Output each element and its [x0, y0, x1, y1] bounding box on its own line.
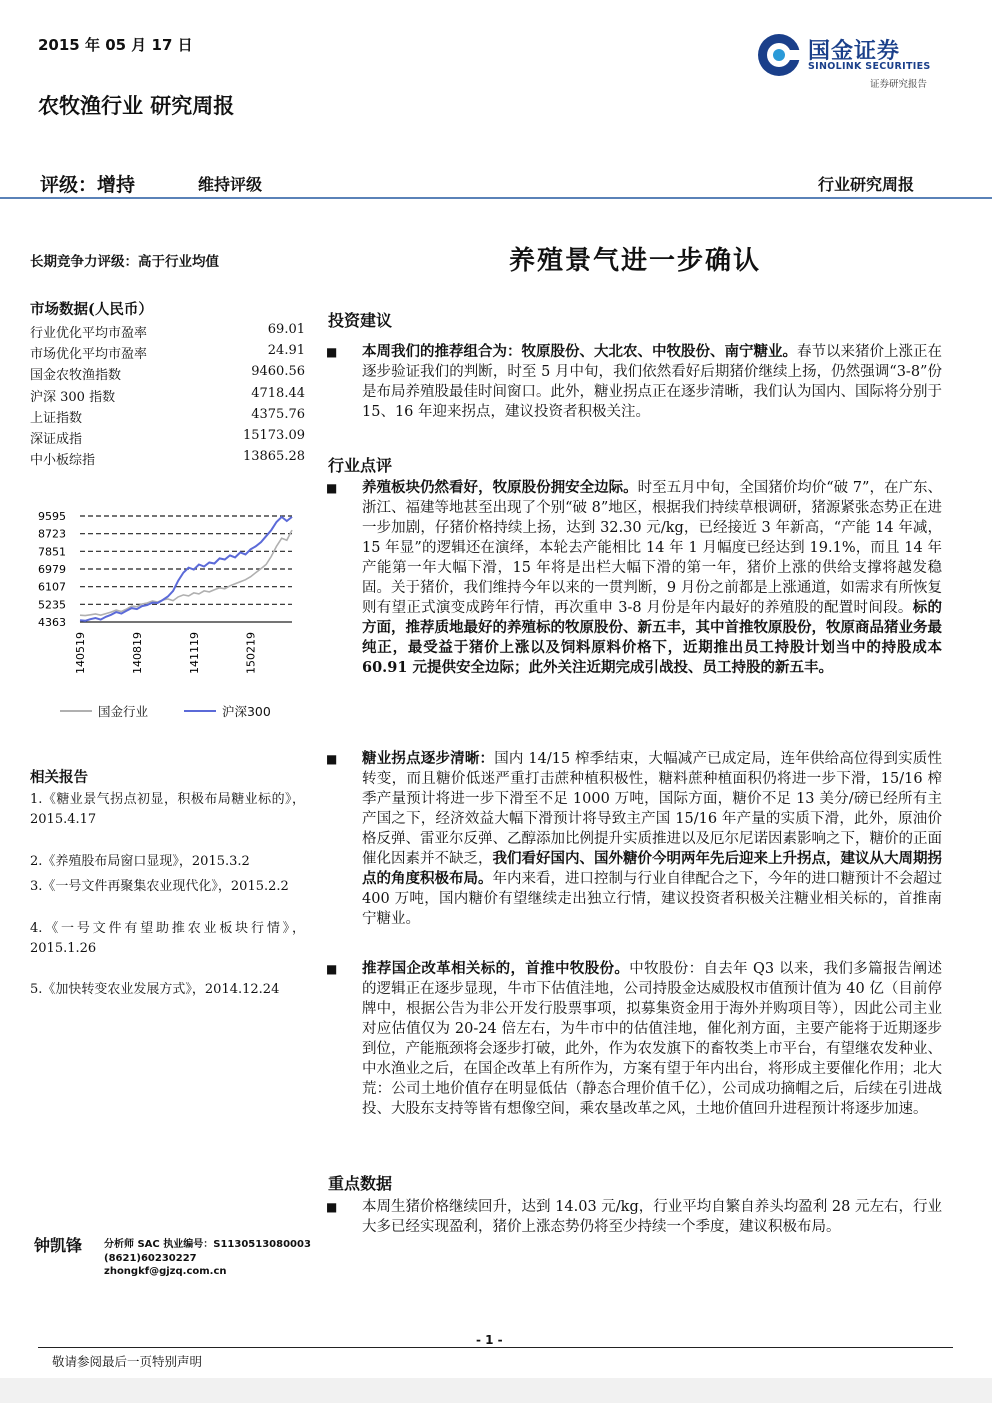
sugar-text: 国内 14/15 榨季结束，大幅减产已成定局，连年供给高位得到实质性转变，而且糖价低迷严重打击蔗种植积极性，糖料蔗种植面积仍将进一步下滑，15/16 榨季产量预计将进一步下滑至不足 1000 万吨，国际方面，糖价不足 13 美分/磅已经所有主产国之下，经济效益大幅下滑预计将导致主产国 15/16 年产量的实质下滑，此外，原油价格反弹、雷亚尔反弹、乙醇添加比例提升实质推进以及厄尔尼诺因素影响之下，糖价的正面催化因素并不缺乏， [362, 751, 942, 867]
sugar-text-2: 年内来看，进口控制与行业自律配合之下，今年的进口糖预计不会超过 400 万吨，国内糖价有望继续走出独立行情，建议投资者积极关注糖业相关标的，首推南宁糖业。 [362, 871, 942, 927]
market-data-row [30, 322, 305, 343]
breeding-paragraph [326, 478, 942, 678]
related-report-5[interactable]: 5.《加快转变农业发展方式》，2014.12.24 [30, 982, 280, 997]
rating-action: 维持评级 [198, 175, 263, 194]
footer-band [0, 1378, 992, 1403]
analyst-cert: 分析师 SAC 执业编号：S1130513080003 [104, 1239, 311, 1250]
footer-divider [38, 1347, 953, 1348]
chart-y-ticks [38, 510, 66, 629]
chart-y-tick-label: 9595 [38, 510, 66, 523]
chart-x-tick-label: 150219 [244, 632, 258, 674]
analyst-name: 钟凯锋 [34, 1236, 83, 1255]
invest-text: 春节以来猪价上涨正在逐步验证我们的判断，时至 5 月中旬，我们依然看好后期猪价继续上扬，仍然强调“3-8”份是布局养殖股最佳时间窗口。此外，糖业拐点正在逐步清晰，我们认为国内、国际将分别于 15、16 年迎来拐点，建议投资者积极关注。 [362, 344, 942, 420]
breeding-text: 时至五月中旬，全国猪价均价“破 7”，在广东、浙江、福建等地甚至出现了个别“破 8”地区，根据我们持续草根调研，猪源紧张态势正在进一步加剧，仔猪价格持续上扬，达到 32.30 元/kg，已经接近 3 年新高，“产能 14 年减，15 年显”的逻辑还在演绎，本轮去产能相比 14 年 1 月幅度已经达到 19.1%，而且 14 年产能第一年大幅下滑，15 年将是出栏大幅下滑的第一年，猪价上涨的供给支撑将越发稳固。关于猪价，我们维持今年以来的一贯判断，9 月份之前都是上涨通道，如需求有所恢复则有望正式演变成跨年行情，再次重申 3-8 月份是年内最好的养殖股的配置时间段。 [362, 480, 942, 616]
logo-text-cn: 国金证券 [808, 39, 901, 64]
soe-bold: 推荐国企改革相关标的，首推中牧股份。 [362, 960, 630, 977]
legend-swatch-hs300 [184, 710, 216, 712]
market-data-value: 4375.76 [251, 406, 305, 422]
industry-title: 农牧渔行业 研究周报 [38, 93, 235, 118]
market-data-row [30, 449, 305, 470]
market-data-row [30, 364, 305, 385]
market-data-row [30, 386, 305, 407]
related-report-2[interactable]: 2.《养殖股布局窗口显现》，2015.3.2 [30, 854, 250, 869]
market-data-label: 中小板综指 [30, 453, 96, 469]
market-data-label: 国金农牧渔指数 [30, 368, 122, 384]
index-line-chart [30, 492, 305, 682]
bullet-square-icon: ■ [326, 1200, 338, 1214]
analyst-email[interactable]: zhongkf@gjzq.com.cn [104, 1266, 227, 1277]
sinolink-logo-icon [756, 32, 802, 78]
market-data-value: 15173.09 [242, 428, 305, 443]
invest-advice-paragraph [326, 342, 942, 422]
market-data-label: 行业优化平均市盈率 [30, 326, 148, 341]
header-divider [0, 197, 992, 199]
document-type: 行业研究周报 [818, 175, 915, 194]
market-data-row [30, 343, 305, 364]
market-data-row [30, 407, 305, 428]
legend-label-hs300: 沪深300 [221, 704, 271, 719]
market-data-value: 24.91 [267, 343, 305, 359]
market-data-value: 4718.44 [251, 385, 305, 401]
market-data-heading: 市场数据(人民币） [30, 301, 153, 318]
market-data-label: 市场优化平均市盈率 [30, 347, 148, 363]
soe-reform-paragraph [326, 959, 942, 1119]
chart-legend [60, 702, 271, 720]
market-data-value: 9460.56 [251, 364, 305, 380]
chart-y-tick-label: 6107 [38, 580, 66, 594]
sugar-bold: 糖业拐点逐步清晰： [362, 750, 495, 767]
market-data-value: 13865.28 [242, 449, 305, 465]
chart-y-tick-label: 8723 [38, 527, 66, 541]
report-date: 2015 年 05 月 17 日 [38, 36, 193, 54]
key-data-heading: 重点数据 [328, 1174, 393, 1193]
market-data-row [30, 428, 305, 449]
key-data-paragraph [326, 1197, 942, 1237]
market-data-label: 沪深 300 指数 [30, 389, 116, 405]
logo-text-en: SINOLINK SECURITIES [808, 61, 931, 72]
legend-swatch-industry [60, 710, 92, 712]
sugar-bold-2: 我们看好国内、国外糖价今明两年先后迎来上升拐点，建议从大周期拐点的角度积极布局。 [362, 850, 942, 887]
related-reports-heading: 相关报告 [30, 769, 88, 786]
chart-x-ticks [74, 632, 258, 674]
breeding-bold: 养殖板块仍然看好，牧原股份拥安全边际。 [362, 479, 638, 496]
invest-advice-heading: 投资建议 [328, 311, 393, 330]
bullet-square-icon: ■ [326, 481, 338, 495]
long-term-rating: 长期竞争力评级：高于行业均值 [30, 254, 219, 270]
bullet-square-icon: ■ [326, 962, 338, 976]
analyst-phone: (8621)60230227 [104, 1252, 197, 1264]
legend-label-industry: 国金行业 [98, 704, 149, 719]
chart-series [80, 517, 292, 621]
bullet-square-icon: ■ [326, 752, 338, 766]
page-number: - 1 - [476, 1333, 503, 1347]
sugar-paragraph [326, 749, 942, 929]
soe-text: 中牧股份：自去年 Q3 以来，我们多篇报告阐述的逻辑正在逐步显现，牛市下估值洼地，公司持股金达威股权市值预计值为 40 亿（目前停牌中，根据公告为非公开发行股票事项，拟募集资金用于海外并购项目等），因此公司主业对应估值仅为 20-24 倍左右，为牛市中的估值洼地，催化剂方面，主要产能将于近期逐步到位，产能瓶颈将会逐步打破，此外，作为农发旗下的畜牧类上市平台，有望继农发种业、中水渔业之后，在国企改革上有所作为，方案有望于年内出台，将形成主要催化作用；北大荒：公司土地价值存在明显低估（静态合理价值千亿），公司成功摘帽之后，后续在引进战投、大股东支持等皆有想像空间，乘农垦改革之风，土地价值回升进程预计将逐步加速。 [362, 961, 942, 1117]
industry-review-heading: 行业点评 [328, 456, 393, 475]
analyst-contact [104, 1238, 311, 1279]
chart-x-tick-label: 140819 [130, 632, 144, 674]
chart-y-tick-label: 5235 [38, 598, 66, 612]
related-report-4[interactable]: 4.《一号文件有望助推农业板块行情》，2015.1.26 [30, 921, 305, 956]
market-data-label: 上证指数 [30, 410, 83, 426]
chart-x-tick-label: 140519 [74, 632, 87, 674]
company-logo [756, 30, 956, 90]
market-data-label: 深证成指 [30, 432, 83, 447]
breeding-bold-2: 标的方面，推荐质地最好的养殖标的牧原股份、新五丰，其中首推牧原股份，牧原商品猪业务最纯正，最受益于猪价上涨以及饲料原料价格下，近期推出员工持股计划当中的持股成本 60.91 元提供安全边际；此外关注近期完成引战投、员工持股的新五丰。 [362, 599, 942, 676]
related-report-1[interactable]: 1.《糖业景气拐点初显，积极布局糖业标的》，2015.4.17 [30, 792, 305, 827]
chart-y-tick-label: 4363 [38, 616, 66, 629]
bullet-square-icon: ■ [326, 345, 338, 359]
footer-disclaimer: 敬请参阅最后一页特别声明 [52, 1354, 203, 1369]
market-data-value: 69.01 [267, 322, 305, 337]
rating: 评级：增持 [40, 174, 136, 196]
logo-subtitle: 证券研究报告 [870, 79, 928, 90]
related-report-3[interactable]: 3.《一号文件再聚集农业现代化》，2015.2.2 [30, 879, 289, 894]
chart-x-tick-label: 141119 [187, 632, 201, 674]
report-title: 养殖景气进一步确认 [508, 246, 761, 276]
chart-y-tick-label: 6979 [38, 563, 66, 576]
invest-bold: 本周我们的推荐组合为：牧原股份、大北农、中牧股份、南宁糖业。 [362, 343, 797, 360]
chart-y-tick-label: 7851 [38, 545, 66, 559]
key-data-text: 本周生猪价格继续回升，达到 14.03 元/kg，行业平均自繁自养头均盈利 28 元左右，行业大多已经实现盈利，猪价上涨态势仍将至少持续一个季度，建议积极布局。 [362, 1199, 942, 1235]
